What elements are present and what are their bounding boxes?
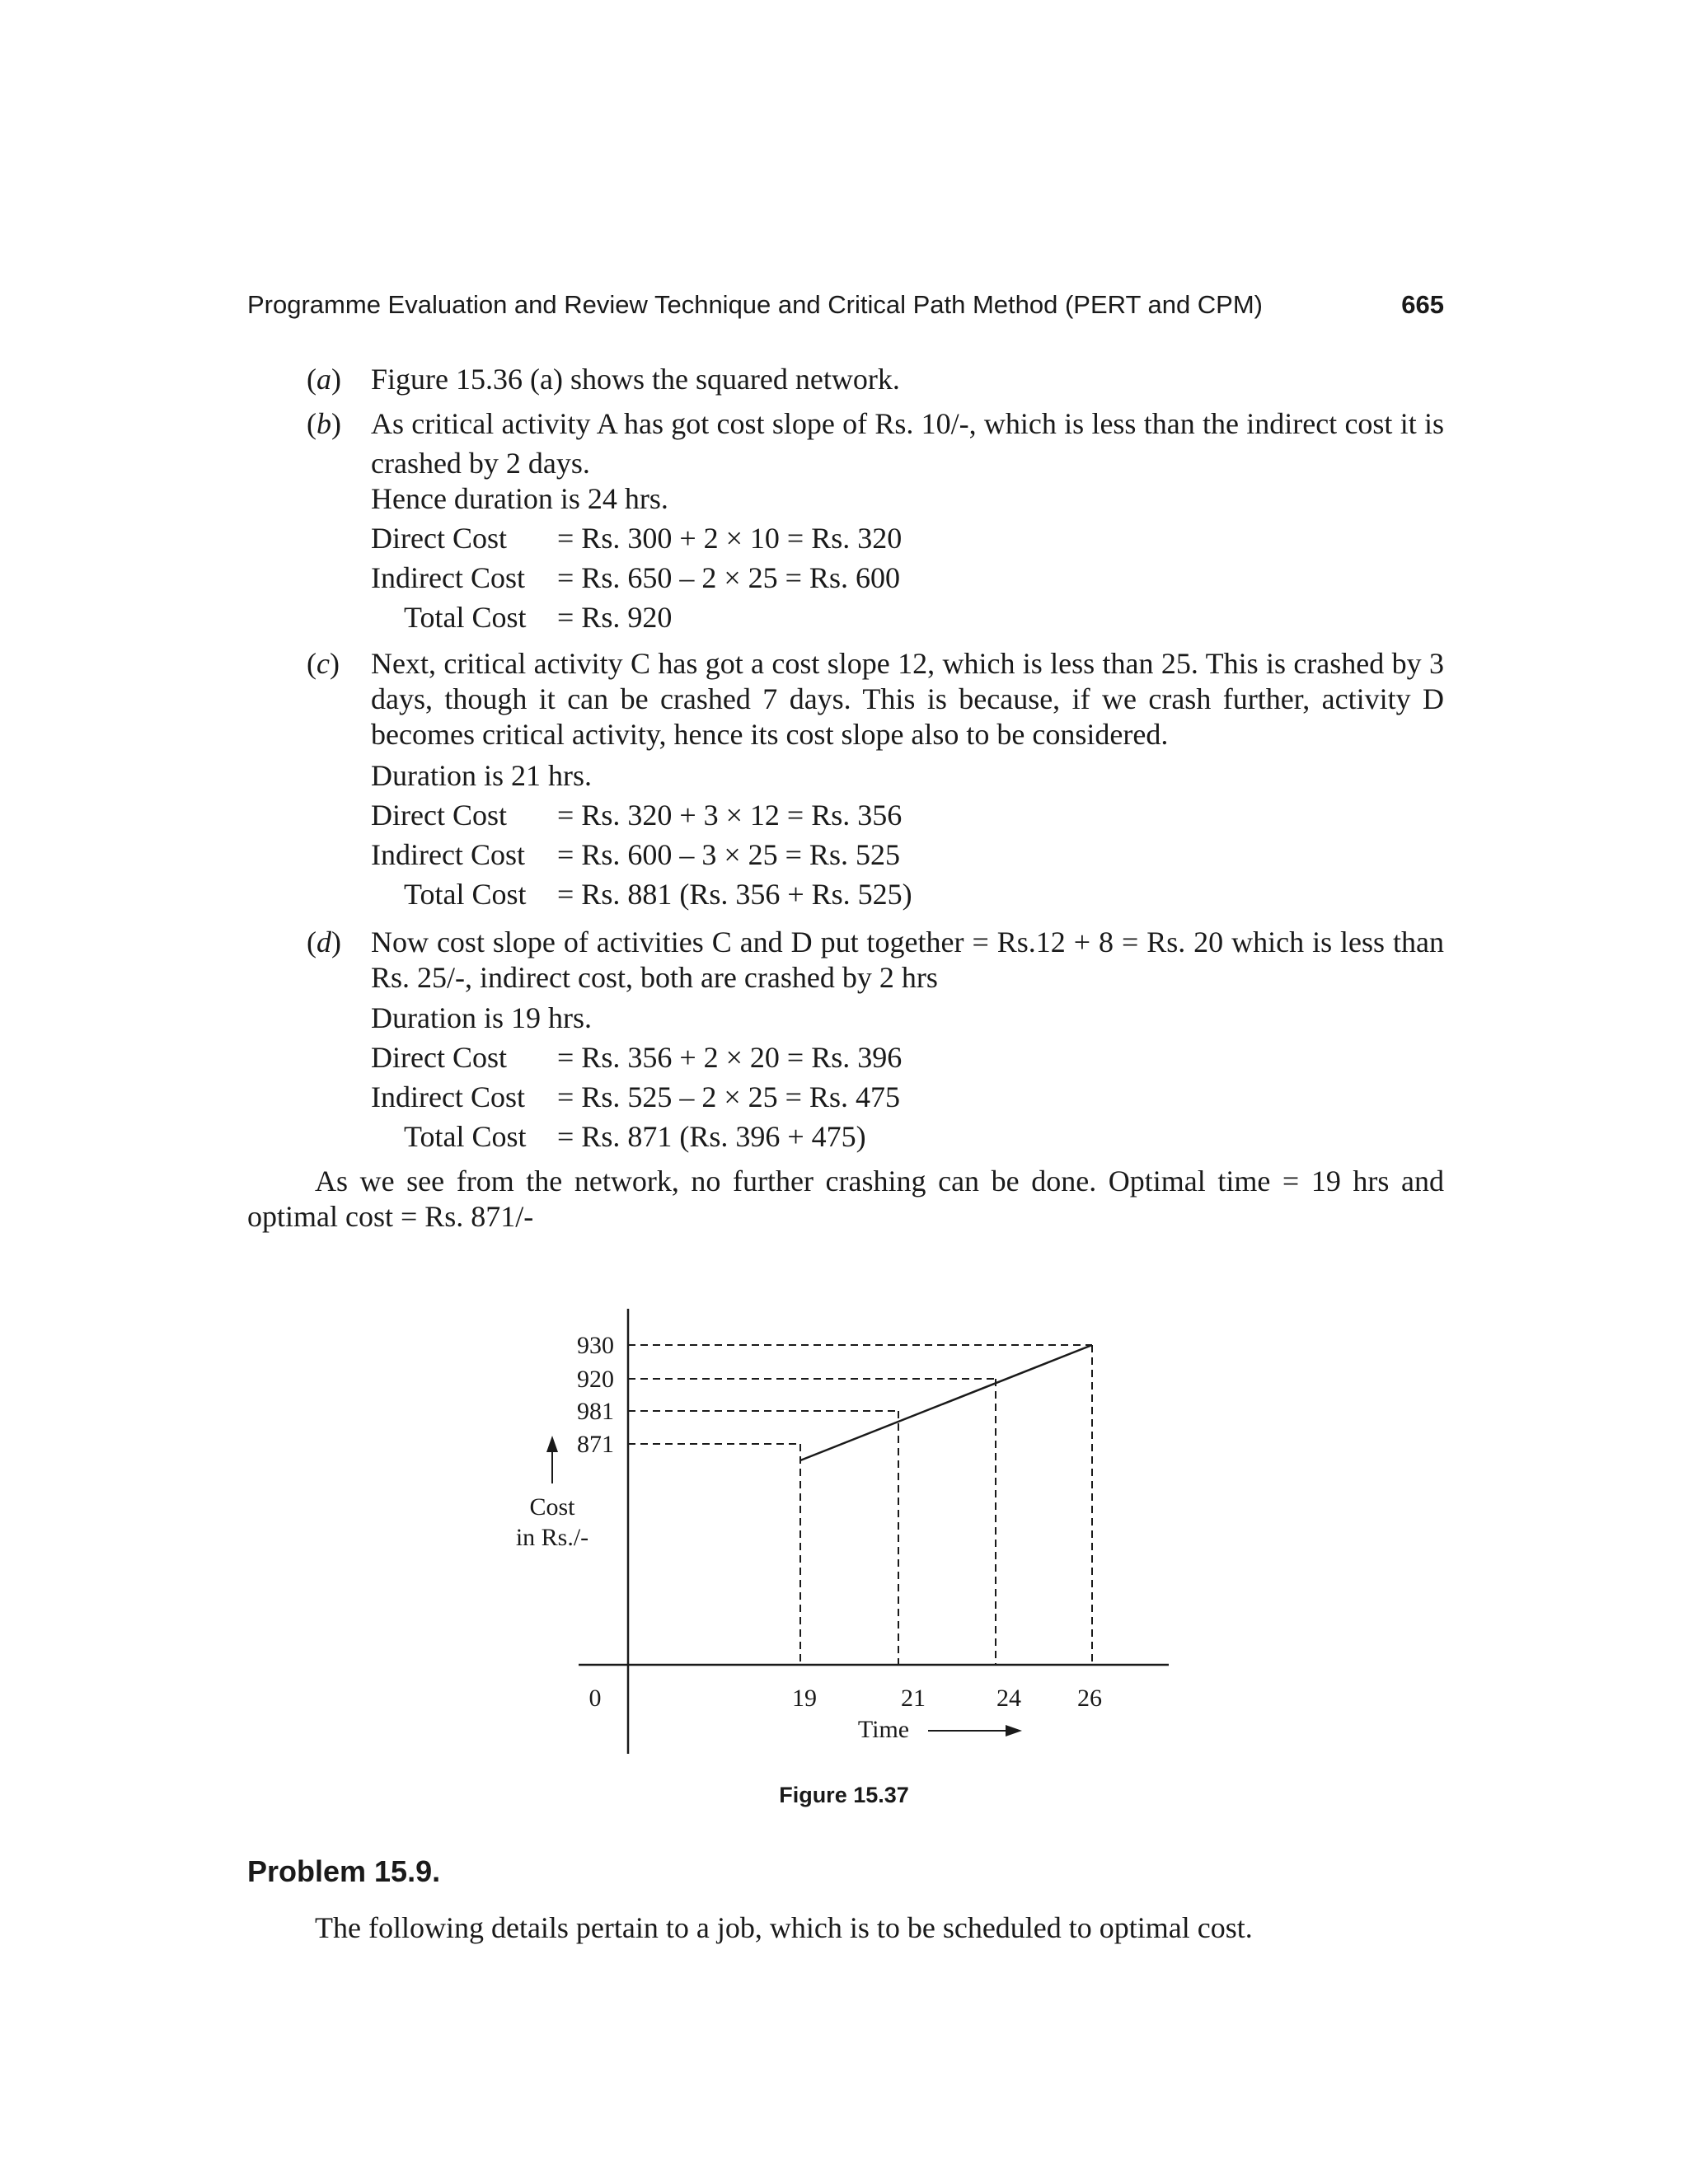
item-c-text: Next, critical activity C has got a cost slope 12, which is less than 25. This is crashed by 3 days, though it can be crashed 7 days. This is because, if we crash further, activity D becomes critical activity, hence its cost slope also to be considered. xyxy=(371,647,1444,751)
direct-cost-label: Direct Cost xyxy=(371,799,507,832)
direct-cost-value: = Rs. 320 + 3 × 12 = Rs. 356 xyxy=(557,799,903,832)
indirect-cost-label: Indirect Cost xyxy=(371,561,525,594)
y-axis-label-line2: in Rs./- xyxy=(515,1524,589,1551)
y-axis-label-line1: Cost xyxy=(529,1493,575,1521)
total-cost-label: Total Cost xyxy=(404,601,527,634)
total-cost-value: = Rs. 920 xyxy=(557,601,673,634)
x-tick-label: 19 xyxy=(792,1685,817,1712)
conclusion-paragraph: As we see from the network, no further crashing can be done. Optimal time = 19 hrs and optimal cost = Rs. 871/- xyxy=(247,1165,1444,1233)
page-number: 665 xyxy=(1401,290,1444,319)
direct-cost-label: Direct Cost xyxy=(371,1041,507,1074)
direct-cost-label: Direct Cost xyxy=(371,522,507,555)
x-axis-arrow xyxy=(928,1725,1022,1736)
item-d-duration: Duration is 19 hrs. xyxy=(371,1001,592,1034)
total-cost-value: = Rs. 881 (Rs. 356 + Rs. 525) xyxy=(557,878,912,911)
y-tick-label: 981 xyxy=(577,1398,614,1425)
item-c: (c) Next, critical activity C has got a cost slope 12, which is less than 25. This is crashed by 3 days, though it can be crashed 7 days. This is because, if we crash further, activity D becomes critical activity, hence its cost slope also to be considered. xyxy=(307,647,1444,751)
indirect-cost-label: Indirect Cost xyxy=(371,1080,525,1113)
y-tick-label: 920 xyxy=(577,1366,614,1393)
indirect-cost-value: = Rs. 525 – 2 × 25 = Rs. 475 xyxy=(557,1080,900,1113)
item-b-text: As critical activity A has got cost slope of Rs. 10/-, which is less than the indirect cost it is crashed by 2 days. xyxy=(371,407,1444,480)
running-head-title: Programme Evaluation and Review Technique and Critical Path Method (PERT and CPM) xyxy=(247,290,1264,319)
item-b: (b) As critical activity A has got cost slope of Rs. 10/-, which is less than the indirect cost it is crashed by 2 days. xyxy=(307,404,1444,483)
y-axis-arrow xyxy=(546,1436,558,1483)
cost-line xyxy=(800,1345,1092,1460)
item-c-label: c xyxy=(316,647,330,680)
problem-title: Problem 15.9. xyxy=(247,1854,441,1888)
x-tick-label: 24 xyxy=(996,1685,1021,1712)
indirect-cost-label: Indirect Cost xyxy=(371,838,525,871)
direct-cost-value: = Rs. 356 + 2 × 20 = Rs. 396 xyxy=(557,1041,903,1074)
item-d-label: d xyxy=(316,926,331,958)
item-a-label: a xyxy=(316,363,331,396)
x-tick-label: 21 xyxy=(901,1685,926,1712)
item-d-text: Now cost slope of activities C and D put together = Rs.12 + 8 = Rs. 20 which is less than Rs. 25/-, indirect cost, both are crashed by 2 hrs xyxy=(371,926,1444,994)
indirect-cost-value: = Rs. 600 – 3 × 25 = Rs. 525 xyxy=(557,838,900,871)
item-b-duration: Hence duration is 24 hrs. xyxy=(371,482,668,515)
total-cost-label: Total Cost xyxy=(404,878,527,911)
total-cost-value: = Rs. 871 (Rs. 396 + 475) xyxy=(557,1120,866,1153)
item-c-duration: Duration is 21 hrs. xyxy=(371,759,592,792)
origin-label: 0 xyxy=(588,1685,602,1712)
x-axis-label: Time xyxy=(857,1716,910,1743)
total-cost-label: Total Cost xyxy=(404,1120,527,1153)
item-d: (d) Now cost slope of activities C and D put together = Rs.12 + 8 = Rs. 20 which is less than Rs. 25/-, indirect cost, both are crashed by 2 hrs xyxy=(307,926,1444,994)
direct-cost-value: = Rs. 300 + 2 × 10 = Rs. 320 xyxy=(557,522,903,555)
figure-caption: Figure 15.37 xyxy=(779,1783,909,1807)
x-tick-label: 26 xyxy=(1077,1685,1102,1712)
item-a-text: Figure 15.36 (a) shows the squared network. xyxy=(371,363,900,396)
problem-text: The following details pertain to a job, which is to be scheduled to optimal cost. xyxy=(315,1911,1253,1944)
indirect-cost-value: = Rs. 650 – 2 × 25 = Rs. 600 xyxy=(557,561,900,594)
y-tick-label: 871 xyxy=(577,1431,614,1458)
item-b-label: b xyxy=(316,407,331,440)
y-tick-label: 930 xyxy=(577,1332,614,1359)
item-a: (a) Figure 15.36 (a) shows the squared network. xyxy=(307,359,1444,399)
